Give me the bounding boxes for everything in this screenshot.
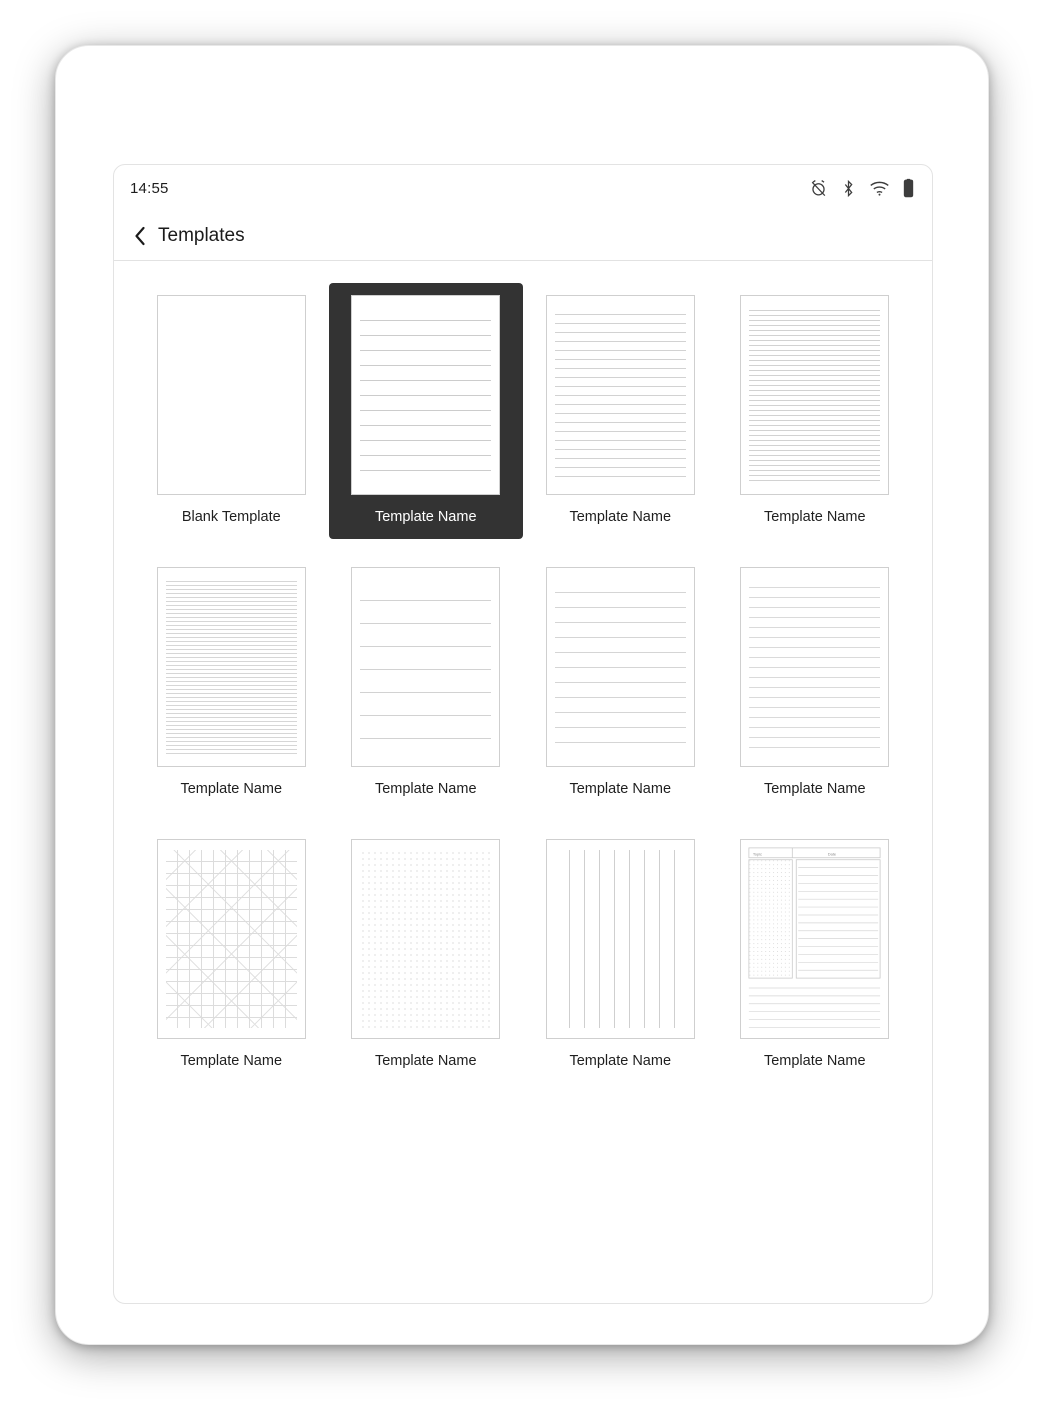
template-card-planner[interactable]: [718, 827, 913, 1083]
tablet-frame: [55, 45, 989, 1345]
status-icon-group: [809, 178, 914, 198]
template-label: Template Name: [569, 781, 672, 797]
template-label: Template Name: [374, 1053, 477, 1069]
template-thumbnail: [351, 839, 500, 1039]
template-card-grid-large[interactable]: [329, 555, 524, 811]
template-grid: [114, 261, 932, 1083]
page-header: [114, 211, 932, 261]
template-card-dotted[interactable]: [329, 827, 524, 1083]
battery-icon: [903, 178, 914, 198]
template-label: Template Name: [374, 509, 477, 525]
alarm-off-icon: [809, 179, 828, 198]
lined-wide-pattern: [360, 306, 491, 484]
template-card-blank[interactable]: [134, 283, 329, 539]
template-label: Template Name: [763, 509, 866, 525]
grid-large-pattern: [360, 578, 491, 756]
back-chevron-icon[interactable]: [130, 226, 150, 246]
svg-text:Date: Date: [828, 851, 837, 857]
vertical-columns-pattern: [555, 850, 686, 1028]
template-label: Template Name: [569, 1053, 672, 1069]
template-thumbnail: [740, 295, 889, 495]
template-card-vertical-columns[interactable]: [523, 827, 718, 1083]
template-label: Template Name: [374, 781, 477, 797]
grid-medium-pattern: [555, 578, 686, 756]
template-thumbnail: [351, 567, 500, 767]
template-card-isometric[interactable]: [134, 827, 329, 1083]
template-thumbnail: [740, 567, 889, 767]
template-thumbnail: [546, 839, 695, 1039]
template-card-lined-wide[interactable]: [329, 283, 524, 539]
page-title: Templates: [158, 224, 245, 246]
template-thumbnail: [740, 839, 889, 1039]
app-screen: [113, 164, 933, 1304]
grid-small-pattern: [749, 578, 880, 756]
template-thumbnail: [157, 295, 306, 495]
dotted-pattern: [360, 850, 491, 1028]
planner-pattern: [741, 840, 888, 1037]
template-card-grid-medium[interactable]: [523, 555, 718, 811]
template-label: Blank Template: [181, 509, 281, 525]
template-thumbnail: [157, 839, 306, 1039]
template-thumbnail: [546, 295, 695, 495]
lined-medium-pattern: [555, 306, 686, 484]
status-bar: [114, 165, 932, 211]
template-card-lined-tight[interactable]: [134, 555, 329, 811]
status-time: 14:55: [130, 179, 169, 197]
template-label: Template Name: [569, 509, 672, 525]
template-label: Template Name: [763, 1053, 866, 1069]
template-label: Template Name: [180, 1053, 283, 1069]
template-card-lined-medium[interactable]: [523, 283, 718, 539]
lined-narrow-pattern: [749, 306, 880, 484]
template-card-lined-narrow[interactable]: [718, 283, 913, 539]
template-label: Template Name: [180, 781, 283, 797]
template-thumbnail: [351, 295, 500, 495]
template-label: Template Name: [763, 781, 866, 797]
template-thumbnail: [546, 567, 695, 767]
wifi-icon: [869, 180, 890, 197]
bluetooth-icon: [841, 179, 856, 198]
isometric-pattern: [166, 850, 297, 1028]
svg-text:Topic: Topic: [753, 851, 763, 857]
lined-tight-pattern: [166, 578, 297, 756]
template-card-grid-small[interactable]: [718, 555, 913, 811]
template-thumbnail: [157, 567, 306, 767]
